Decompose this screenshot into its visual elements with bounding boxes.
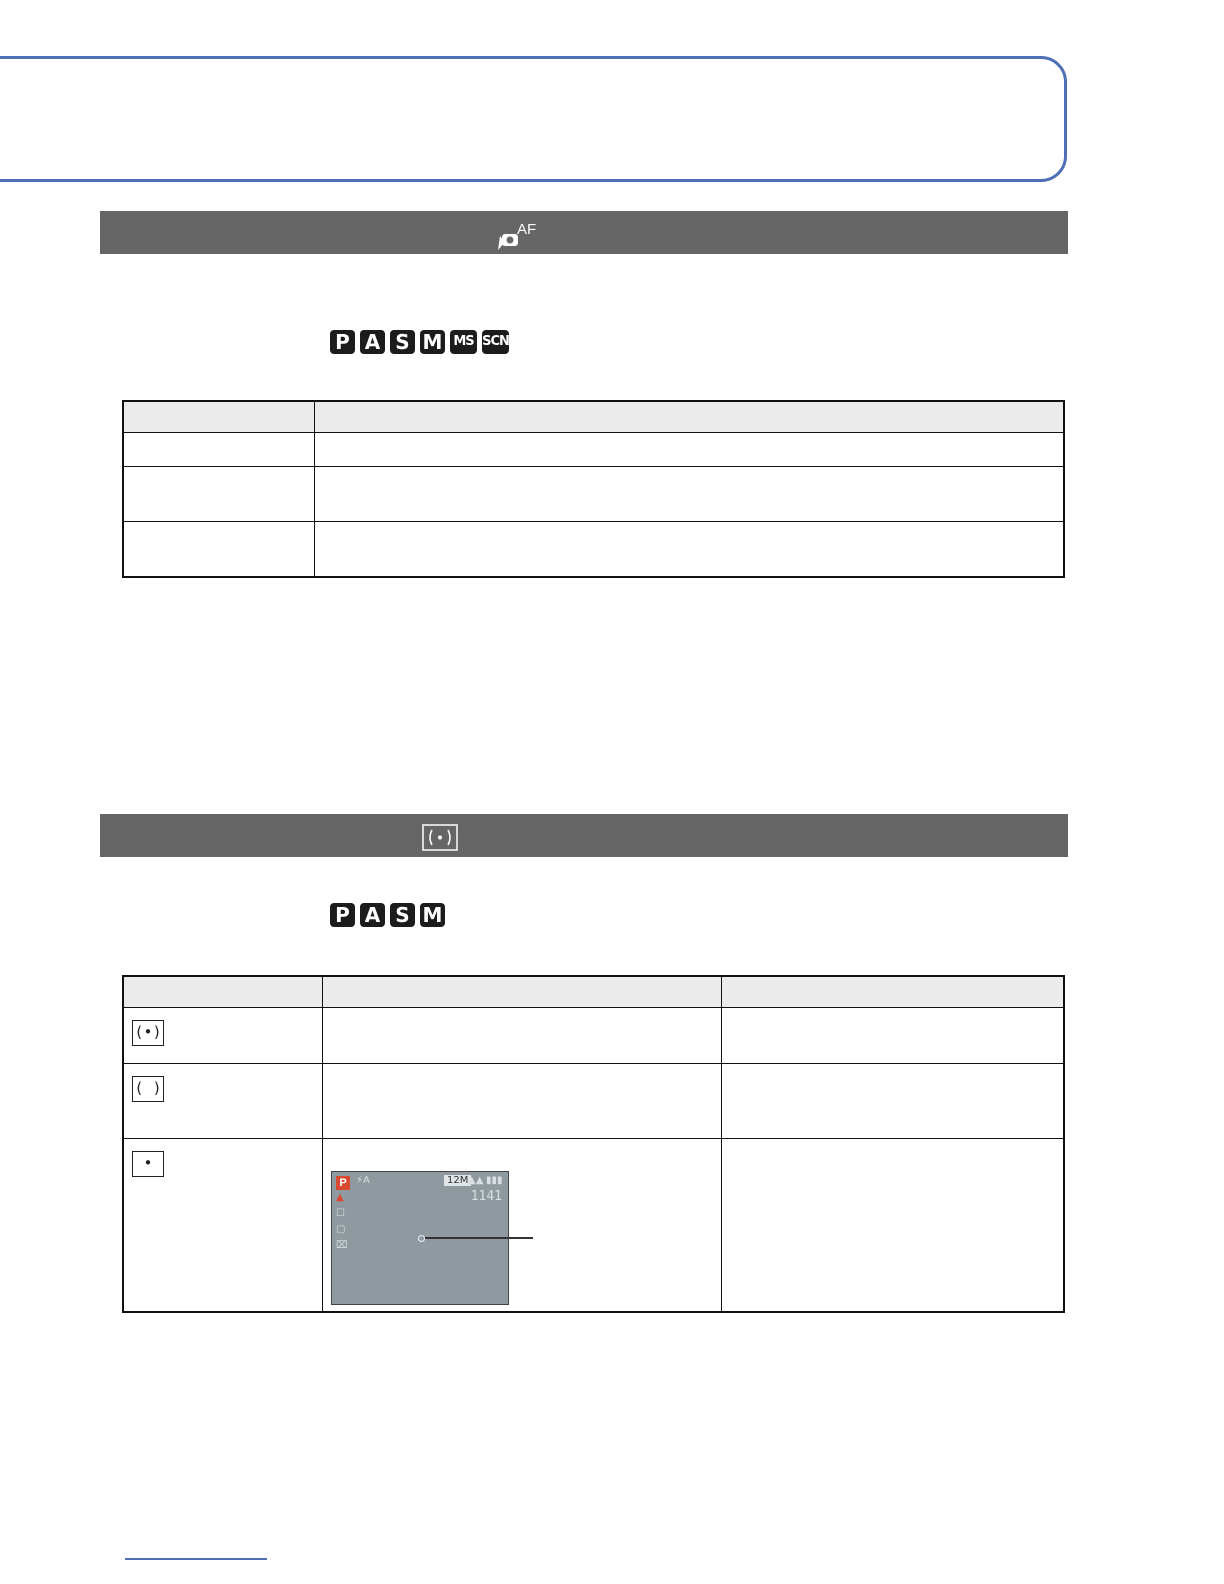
table-row bbox=[123, 1064, 1064, 1139]
mode-a-badge: A bbox=[360, 330, 385, 354]
mode-p-badge: P bbox=[330, 330, 355, 354]
metering-mode-icon: ▢ bbox=[336, 1224, 346, 1235]
iso-icon: ▲ bbox=[336, 1192, 344, 1203]
picture-size-icon: 12M bbox=[444, 1175, 471, 1186]
page-header-box bbox=[0, 56, 1067, 182]
ois-icon: ☐ bbox=[336, 1208, 345, 1219]
mode-m-badge: M bbox=[420, 330, 445, 354]
table-cell bbox=[123, 1064, 323, 1139]
table-header-cell bbox=[722, 976, 1065, 1008]
metering-multiple-icon bbox=[422, 824, 458, 856]
table-header-cell bbox=[123, 401, 315, 433]
metering-table bbox=[122, 975, 1065, 1313]
spot-metering-target bbox=[418, 1235, 425, 1242]
table-cell bbox=[323, 1008, 722, 1064]
table-cell bbox=[722, 1008, 1065, 1064]
battery-icon: ▮▮▮ bbox=[486, 1175, 503, 1186]
section-bar-af-assist bbox=[100, 211, 1068, 254]
shots-remaining: 1141 bbox=[470, 1189, 502, 1204]
table-header-row bbox=[123, 976, 1064, 1008]
mode-a-badge: A bbox=[360, 903, 385, 927]
table-cell bbox=[323, 1139, 722, 1312]
table-cell bbox=[722, 1139, 1065, 1312]
mode-scn-badge: SCN bbox=[482, 330, 509, 354]
table-cell bbox=[123, 433, 315, 467]
bottom-link-underline[interactable] bbox=[125, 1558, 267, 1560]
mode-s-badge: S bbox=[390, 903, 415, 927]
table-cell bbox=[315, 522, 1065, 577]
af-mode-icon: ⌧ bbox=[336, 1240, 348, 1251]
table-cell bbox=[123, 1139, 323, 1312]
metering-center-weighted-icon: ( ) bbox=[132, 1076, 164, 1102]
table-row bbox=[123, 467, 1064, 522]
table-row bbox=[123, 1139, 1064, 1312]
mode-s-badge: S bbox=[390, 330, 415, 354]
mode-badges-1 bbox=[330, 330, 509, 354]
table-cell bbox=[315, 467, 1065, 522]
mode-p-badge: P bbox=[330, 903, 355, 927]
callout-line bbox=[425, 1237, 533, 1239]
mode-badges-2 bbox=[330, 903, 445, 927]
table-row bbox=[123, 1008, 1064, 1064]
svg-text:AF: AF bbox=[517, 221, 536, 238]
flash-icon: ⚡A bbox=[356, 1175, 370, 1186]
table-cell bbox=[123, 467, 315, 522]
metering-multiple-icon: (•) bbox=[132, 1020, 164, 1046]
table-cell bbox=[123, 522, 315, 577]
table-row bbox=[123, 433, 1064, 467]
quality-icon: ▲▲ bbox=[468, 1175, 484, 1186]
section-bar-metering bbox=[100, 814, 1068, 857]
table-header-row bbox=[123, 401, 1064, 433]
af-assist-table bbox=[122, 400, 1065, 578]
table-header-cell bbox=[123, 976, 323, 1008]
metering-spot-icon: • bbox=[132, 1151, 164, 1177]
table-cell bbox=[323, 1064, 722, 1139]
table-cell bbox=[722, 1064, 1065, 1139]
mode-m-badge: M bbox=[420, 903, 445, 927]
table-cell bbox=[315, 433, 1065, 467]
table-header-cell bbox=[315, 401, 1065, 433]
lcd-mode-badge: P bbox=[336, 1176, 350, 1190]
table-row bbox=[123, 522, 1064, 577]
mode-ms-badge: MS bbox=[450, 330, 477, 354]
table-cell bbox=[123, 1008, 323, 1064]
table-header-cell bbox=[323, 976, 722, 1008]
af-assist-lamp-icon bbox=[496, 220, 536, 254]
